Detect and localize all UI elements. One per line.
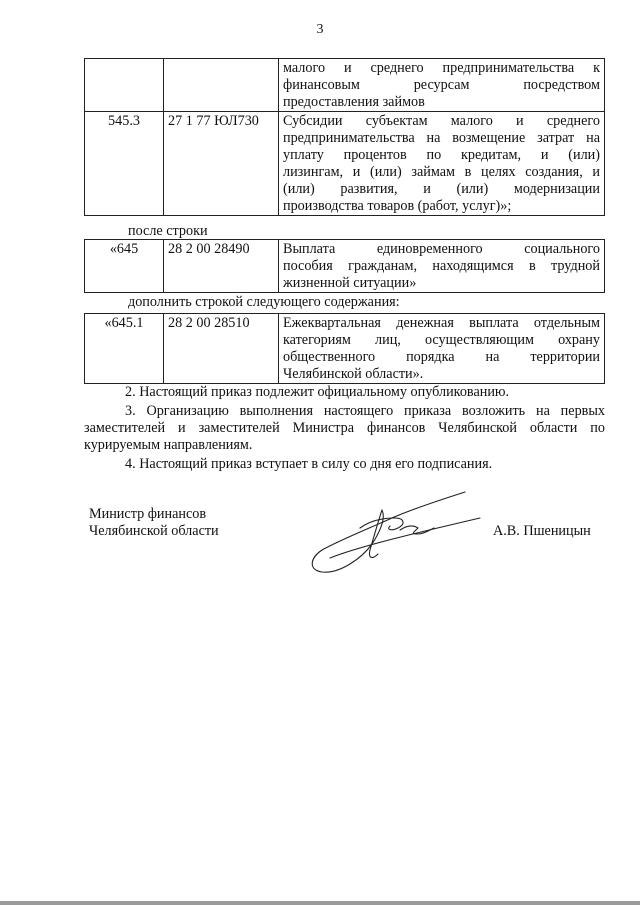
classification-code-cell (164, 59, 279, 112)
description-line: лизингам, и (или) займам в целях создания, и (283, 164, 600, 180)
paragraph-line: 2. Настоящий приказ подлежит официальному опубликованию. (125, 384, 510, 400)
handwritten-signature (300, 488, 485, 578)
description-line: пособия гражданам, находящимся в трудной (283, 258, 600, 274)
description-line: общественного порядка на территории (283, 349, 600, 365)
table-row (85, 59, 605, 112)
signatory-name: А.В. Пшеницын (493, 523, 591, 539)
budget-table-continuation (84, 58, 605, 216)
description-line: жизненной ситуации» (283, 275, 417, 291)
paragraph-4 (84, 456, 605, 473)
paragraph-line: 4. Настоящий приказ вступает в силу со дня его подписания. (125, 456, 493, 472)
signatory-title-line: Челябинской области (89, 523, 219, 539)
budget-table-existing-row (84, 239, 605, 293)
row-number-cell: «645 (85, 240, 164, 293)
description-line: Челябинской области». (283, 366, 424, 382)
description-line: уплату процентов по кредитам, и (или) (283, 147, 600, 163)
description-line: категориям лиц, осуществляющим охрану (283, 332, 600, 348)
paragraph-line: заместителей и заместителей Министра финансов Челябинской области по (84, 420, 605, 436)
table-row (85, 240, 605, 293)
description-line: производства товаров (работ, услуг)»; (283, 198, 512, 214)
paragraph-line: курируемым направлениям. (84, 437, 253, 453)
description-cell (279, 314, 605, 384)
signatory-title (89, 506, 219, 540)
page-number: 3 (316, 22, 324, 37)
caption-after-row: после строки (128, 223, 208, 239)
description-line: (или) развития, и (или) модернизации (283, 181, 600, 197)
classification-code-cell: 27 1 77 ЮЛ730 (164, 112, 279, 216)
scan-edge (0, 901, 640, 905)
description-line: финансовым ресурсам посредством (283, 77, 600, 93)
classification-code-cell: 28 2 00 28490 (164, 240, 279, 293)
classification-code-cell: 28 2 00 28510 (164, 314, 279, 384)
description-line: Выплата единовременного социального (283, 241, 600, 257)
description-line: малого и среднего предпринимательства к (283, 60, 600, 76)
paragraph-line: 3. Организацию выполнения настоящего приказа возложить на первых (125, 403, 605, 419)
paragraph-3 (84, 403, 605, 454)
table-row (85, 112, 605, 216)
row-number-cell (85, 59, 164, 112)
caption-add-row: дополнить строкой следующего содержания: (128, 294, 400, 310)
description-line: Ежеквартальная денежная выплата отдельным (283, 315, 600, 331)
description-cell (279, 240, 605, 293)
description-line: предпринимательства на возмещение затрат на (283, 130, 600, 146)
row-number-cell: «645.1 (85, 314, 164, 384)
row-number-cell: 545.3 (85, 112, 164, 216)
signatory-title-line: Министр финансов (89, 506, 207, 522)
paragraph-2 (84, 384, 605, 401)
description-line: Субсидии субъектам малого и среднего (283, 113, 600, 129)
table-row (85, 314, 605, 384)
budget-table-new-row (84, 313, 605, 384)
description-line: предоставления займов (283, 94, 425, 110)
description-cell (279, 112, 605, 216)
description-cell (279, 59, 605, 112)
